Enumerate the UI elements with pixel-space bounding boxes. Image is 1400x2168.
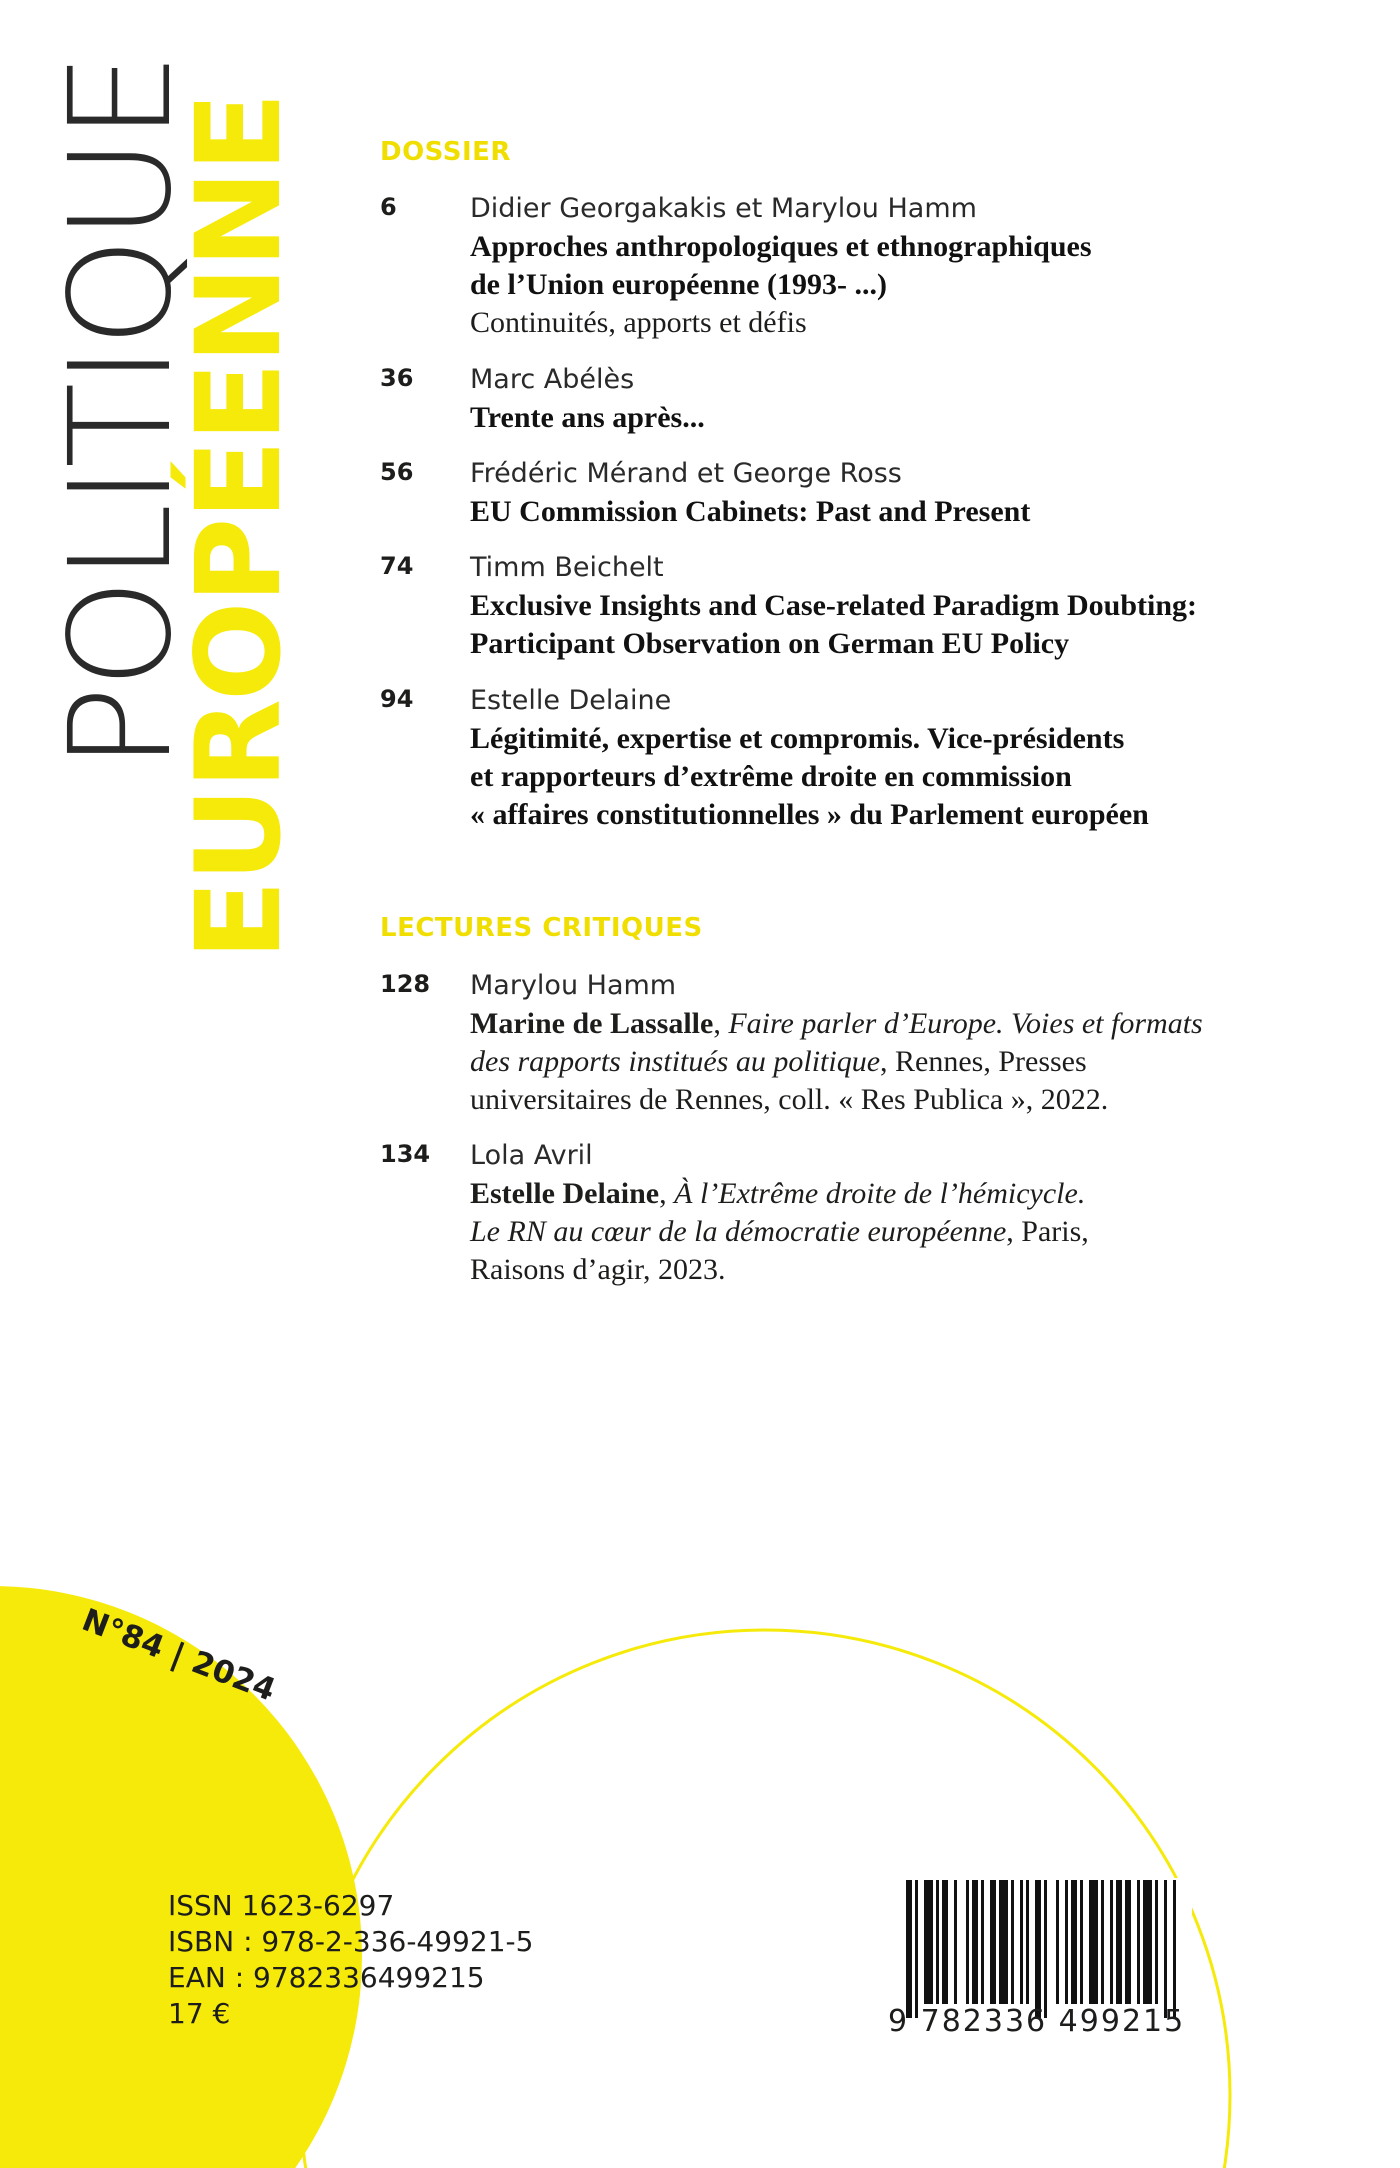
entry-title-line: Légitimité, expertise et compromis. Vice-présidents [470,722,1125,755]
review-line [470,1175,1380,1213]
barcode-bar [1089,1880,1098,2004]
book-title: Le RN au cœur de la démocratie européenne [470,1215,1007,1248]
entry-title-line: « affaires constitutionnelles » du Parlement européen [470,798,1149,831]
entry-title-line: Participant Observation on German EU Policy [470,627,1070,660]
page-number: 74 [380,552,414,580]
barcode-bar [1044,1880,1047,2018]
barcode-bar [1143,1880,1152,2004]
barcode-bar [1116,1880,1122,2004]
barcode-bar [1056,1880,1059,2004]
entry-author: Marc Abélès [470,364,635,395]
book-title: À l’Extrême droite de l’hémicycle. [674,1177,1086,1210]
issue-number: N°84 | 2024 [77,1602,281,1709]
toc-entry-74 [380,549,1380,663]
barcode-bar [1101,1880,1104,2004]
barcode-bar [936,1880,939,2004]
toc-entry-36 [380,361,1380,437]
barcode-bar [1071,1880,1077,2004]
review-entry-128 [380,967,1380,1119]
entry-title-line: EU Commission Cabinets: Past and Present [470,495,1031,528]
entry-title-line: Exclusive Insights and Case-related Paradigm Doubting: [470,589,1198,622]
reviewed-book-author: Estelle Delaine [470,1177,660,1210]
review-author: Lola Avril [470,1140,593,1171]
barcode-bar [1155,1880,1158,2004]
page-number: 128 [380,970,431,998]
barcode-bar [915,1880,918,2018]
separator: , [713,1007,729,1040]
reviewed-book-author: Marine de Lassalle [470,1007,714,1040]
page-number: 6 [380,193,397,221]
barcode-bar [1020,1880,1023,2004]
barcode-bar [1080,1880,1083,2004]
price: 17 € [168,1997,231,2030]
entry-title-line: de l’Union européenne (1993- ...) [470,268,887,301]
entry-title-line: Trente ans après... [470,401,705,434]
toc-entry-94 [380,682,1380,834]
book-title: Faire parler d’Europe. Voies et formats [728,1007,1203,1040]
barcode-bar [906,1880,912,2018]
entry-author: Timm Beichelt [470,552,664,583]
lectures-critiques-heading: LECTURES CRITIQUES [380,913,703,943]
barcode-bar [1035,1880,1041,2018]
barcode-bar [1173,1880,1176,2018]
page-number: 94 [380,685,414,713]
entry-title-line: et rapporteurs d’extrême droite en commission [470,760,1072,793]
entry-author: Didier Georgakakis et Marylou Hamm [470,193,977,224]
publication-codes [168,1888,533,2032]
barcode-bar [1164,1880,1167,2018]
barcode-bar [924,1880,933,2004]
barcode-bar [990,1880,996,2004]
barcode-digits: 9 782336 499215 [888,2004,1186,2039]
barcode [888,1878,1192,2058]
review-line: Raisons d’agir, 2023. [470,1253,726,1286]
barcode-bar [1125,1880,1131,2004]
page-number: 56 [380,458,414,486]
review-line [470,1213,1380,1251]
barcode-bar [1110,1880,1113,2004]
isbn: ISBN : 978-2-336-49921-5 [168,1925,534,1958]
barcode-bar [942,1880,948,2004]
barcode-bar [1026,1880,1029,2004]
review-line [470,1043,1380,1081]
entry-subtitle: Continuités, apports et défis [470,306,807,339]
review-line [470,1005,1380,1043]
review-line: universitaires de Rennes, coll. « Res Publica », 2022. [470,1083,1109,1116]
book-title: des rapports institués au politique [470,1045,881,1078]
issn: ISSN 1623-6297 [168,1889,395,1922]
toc-entry-6 [380,190,1380,342]
separator: , [659,1177,675,1210]
publisher: , Rennes, Presses [880,1045,1087,1078]
toc-entry-56 [380,455,1380,531]
entry-author: Frédéric Mérand et George Ross [470,458,902,489]
dossier-heading: DOSSIER [380,137,511,167]
entry-title-line: Approches anthropologiques et ethnographiques [470,230,1092,263]
barcode-bar [999,1880,1008,2004]
barcode-bar [954,1880,957,2004]
review-author: Marylou Hamm [470,970,677,1001]
barcode-bar [1065,1880,1068,2004]
publisher: , Paris, [1006,1215,1089,1248]
barcode-bar [1137,1880,1140,2004]
barcode-bar [981,1880,984,2004]
barcode-bar [1011,1880,1014,2004]
entry-author: Estelle Delaine [470,685,672,716]
barcode-bar [972,1880,978,2004]
barcode-bar [966,1880,969,2004]
spine-title-politique: POLITIQUE [40,55,203,770]
ean: EAN : 9782336499215 [168,1961,485,1994]
page-number: 36 [380,364,414,392]
review-entry-134 [380,1137,1380,1289]
page-number: 134 [380,1140,431,1168]
spine-title-europeenne: EUROPÉENNE [170,94,307,960]
